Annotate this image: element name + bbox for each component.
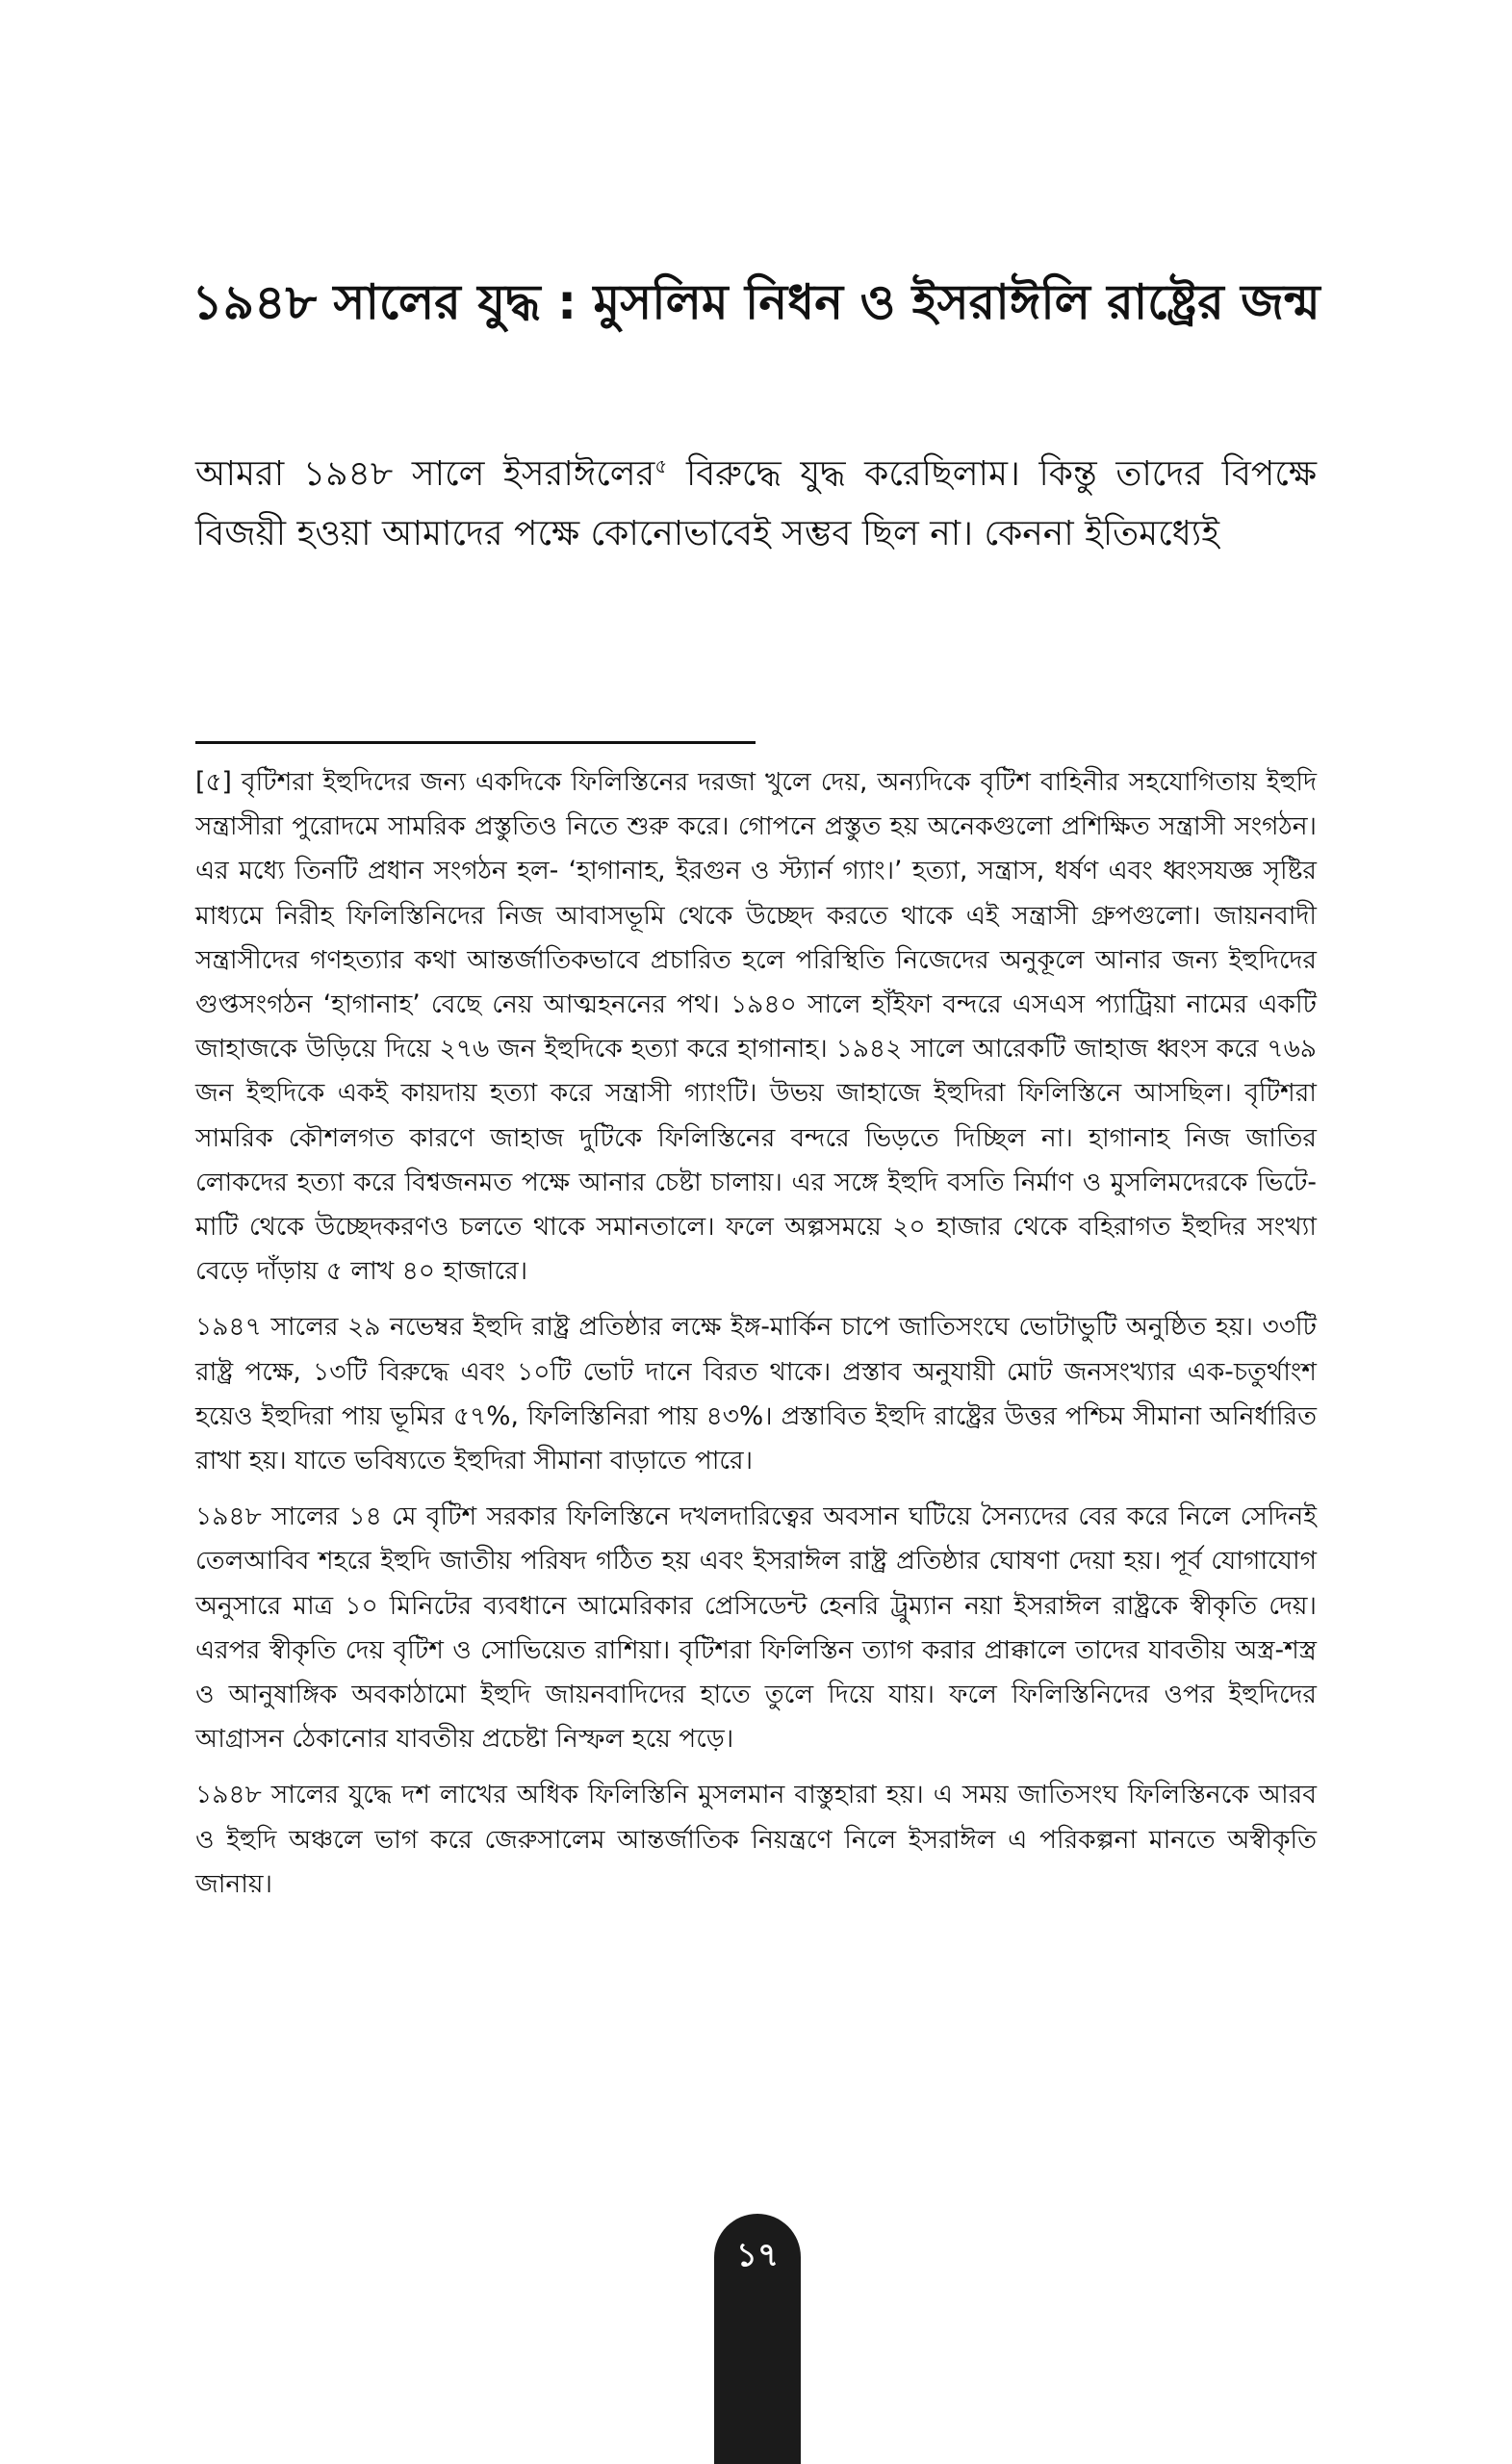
footnote-paragraph: ১৯৪৮ সালের ১৪ মে বৃটিশ সরকার ফিলিস্তিনে দখলদারিত্বের অবসান ঘটিয়ে সৈন্যদের বের করে নিলে সেদিনই তেলআবিব শহরে ইহুদি জাতীয় পরিষদ গঠিত হয় এবং ইসরাঈল রাষ্ট্র প্রতিষ্ঠার ঘোষণা দেয়া হয়। পূর্ব যোগাযোগ অনুসারে মাত্র ১০ মিনিটের ব্যবধানে আমেরিকার প্রেসিডেন্ট হেনরি ট্রুম্যান নয়া ইসরাঈল রাষ্ট্রকে স্বীকৃতি দেয়। এরপর স্বীকৃতি দেয় বৃটিশ ও সোভিয়েত রাশিয়া। বৃটিশরা ফিলিস্তিন ত্যাগ করার প্রাক্কালে তাদের যাবতীয় অস্ত্র-শস্ত্র ও আনুষাঙ্গিক অবকাঠামো ইহুদি জায়নবাদিদের হাতে তুলে দিয়ে যায়। ফলে ফিলিস্তিনিদের ওপর ইহুদিদের আগ্রাসন ঠেকানোর যাবতীয় প্রচেষ্টা নিস্ফল হয়ে পড়ে। xyxy=(195,1502,1317,1755)
footnote-paragraph: ১৯৪৮ সালের যুদ্ধে দশ লাখের অধিক ফিলিস্তিনি মুসলমান বাস্তুহারা হয়। এ সময় জাতিসংঘ ফিলিস্তিনকে আরব ও ইহুদি অঞ্চলে ভাগ করে জেরুসালেম আন্তর্জাতিক নিয়ন্ত্রণে নিলে ইসরাঈল এ পরিকল্পনা মানতে অস্বীকৃতি জানায়। xyxy=(195,1780,1317,1899)
intro-paragraph xyxy=(195,445,1317,564)
page-number: ১৭ xyxy=(735,2236,780,2274)
intro-text-before: আমরা ১৯৪৮ সালে ইসরাঈলের xyxy=(195,454,655,494)
footnote-divider xyxy=(195,741,756,744)
footnote-paragraph: ১৯৪৭ সালের ২৯ নভেম্বর ইহুদি রাষ্ট্র প্রতিষ্ঠার লক্ষে ইঙ্গ-মার্কিন চাপে জাতিসংঘে ভোটাভুটি অনুষ্ঠিত হয়। ৩৩টি রাষ্ট্র পক্ষে, ১৩টি বিরুদ্ধে এবং ১০টি ভোট দানে বিরত থাকে। প্রস্তাব অনুযায়ী মোট জনসংখ্যার এক-চতুর্থাংশ হয়েও ইহুদিরা পায় ভূমির ৫৭%, ফিলিস্তিনিরা পায় ৪৩%। প্রস্তাবিত ইহুদি রাষ্ট্রের উত্তর পশ্চিম সীমানা অনির্ধারিত রাখা হয়। যাতে ভবিষ্যতে ইহুদিরা সীমানা বাড়াতে পারে। xyxy=(195,1312,1317,1476)
footnote-reference[interactable]: ৫ xyxy=(654,454,668,477)
footnote-paragraph: [৫] বৃটিশরা ইহুদিদের জন্য একদিকে ফিলিস্তিনের দরজা খুলে দেয়, অন্যদিকে বৃটিশ বাহিনীর সহযোগিতায় ইহুদি সন্ত্রাসীরা পুরোদমে সামরিক প্রস্তুতিও নিতে শুরু করে। গোপনে প্রস্তুত হয় অনেকগুলো প্রশিক্ষিত সন্ত্রাসী সংগঠন। এর মধ্যে তিনটি প্রধান সংগঠন হল- ‘হাগানাহ, ইরগুন ও স্ট্যার্ন গ্যাং।’ হত্যা, সন্ত্রাস, ধর্ষণ এবং ধ্বংসযজ্ঞ সৃষ্টির মাধ্যমে নিরীহ ফিলিস্তিনিদের নিজ আবাসভূমি থেকে উচ্ছেদ করতে থাকে এই সন্ত্রাসী গ্রুপগুলো। জায়নবাদী সন্ত্রাসীদের গণহত্যার কথা আন্তর্জাতিকভাবে প্রচারিত হলে পরিস্থিতি নিজেদের অনুকূলে আনার জন্য ইহুদিদের গুপ্তসংগঠন ‘হাগানাহ’ বেছে নেয় আত্মহননের পথ। ১৯৪০ সালে হাঁইফা বন্দরে এসএস প্যাট্রিয়া নামের একটি জাহাজকে উড়িয়ে দিয়ে ২৭৬ জন ইহুদিকে হত্যা করে হাগানাহ। ১৯৪২ সালে আরেকটি জাহাজ ধ্বংস করে ৭৬৯ জন ইহুদিকে একই কায়দায় হত্যা করে সন্ত্রাসী গ্যাংটি। উভয় জাহাজে ইহুদিরা ফিলিস্তিনে আসছিল। বৃটিশরা সামরিক কৌশলগত কারণে জাহাজ দুটিকে ফিলিস্তিনের বন্দরে ভিড়তে দিচ্ছিল না। হাগানাহ নিজ জাতির লোকদের হত্যা করে বিশ্বজনমত পক্ষে আনার চেষ্টা চালায়। এর সঙ্গে ইহুদি বসতি নির্মাণ ও মুসলিমদেরকে ভিটে-মাটি থেকে উচ্ছেদকরণও চলতে থাকে সমানতালে। ফলে অল্পসময়ে ২০ হাজার থেকে বহিরাগত ইহুদির সংখ্যা বেড়ে দাঁড়ায় ৫ লাখ ৪০ হাজারে। xyxy=(195,767,1317,1287)
intro-text-after: বিরুদ্ধে যুদ্ধ করেছিলাম। কিন্তু তাদের বিপক্ষে বিজয়ী হওয়া আমাদের পক্ষে কোনোভাবেই সম্ভব ছিল না। কেননা ইতিমধ্যেই xyxy=(195,454,1317,553)
chapter-title: ১৯৪৮ সালের যুদ্ধ : মুসলিম নিধন ও ইসরাঈলি রাষ্ট্রের জন্ম xyxy=(192,274,1320,330)
footnote-section xyxy=(195,760,1317,1918)
